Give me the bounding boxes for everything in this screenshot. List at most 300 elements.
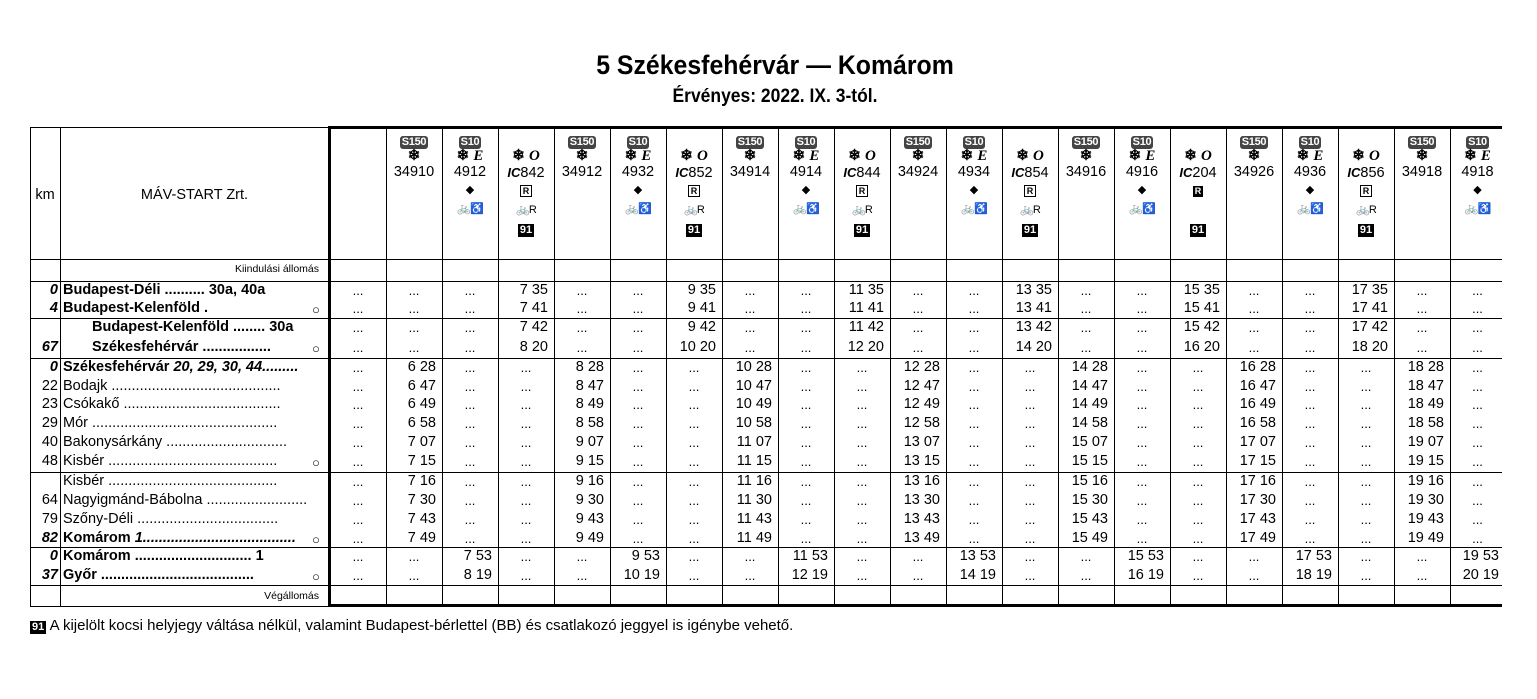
time-cell: ... — [800, 416, 812, 431]
time-cell: ... — [1360, 379, 1372, 394]
time-cell: ... — [1024, 397, 1036, 412]
time-cell: 11 15 — [736, 453, 772, 469]
time-cell: ... — [968, 340, 980, 355]
time-cell: ... — [1192, 435, 1204, 450]
row-station — [63, 434, 312, 451]
time-cell: ... — [800, 493, 812, 508]
time-cell: ... — [1472, 435, 1483, 450]
snowflake-icon: ❄ — [848, 147, 861, 164]
time-cell: ... — [1024, 360, 1036, 375]
time-cell: 9 49 — [575, 530, 604, 546]
time-cell: ... — [912, 340, 924, 355]
operator-header: MÁV-START Zrt. — [140, 187, 249, 203]
time-cell: ... — [632, 416, 644, 431]
train-number: 4916 — [1125, 164, 1159, 180]
time-cell: ... — [688, 435, 700, 450]
time-cell: ... — [688, 416, 700, 431]
time-cell: ... — [520, 531, 532, 546]
train-header — [554, 132, 610, 235]
time-cell: ... — [800, 283, 812, 298]
time-cell: 13 30 — [903, 492, 940, 508]
time-cell: ... — [520, 512, 532, 527]
time-cell: 12 20 — [847, 339, 884, 355]
bicycle-wheelchair-icon: 🚲♿ — [961, 203, 987, 215]
time-cell: 11 53 — [792, 548, 828, 564]
snowflake-icon: ❄ — [743, 147, 757, 164]
time-cell: ... — [632, 531, 644, 546]
time-cell: 13 16 — [903, 473, 940, 489]
time-cell: 11 41 — [848, 300, 884, 316]
time-cell: ... — [1304, 493, 1316, 508]
snowflake-icon: ❄ — [1184, 147, 1197, 164]
timetable — [30, 127, 1502, 607]
station-name: Kisbér .......................................... — [63, 473, 278, 489]
time-cell: ... — [464, 340, 476, 355]
time-cell: ... — [1136, 435, 1148, 450]
time-cell: 16 20 — [1183, 339, 1220, 355]
footnote-text: A kijelölt kocsi helyjegy váltása nélkül, valamint Budapest-bérlettel (BB) és csatlakozó jeggyel is igénybe vehető. — [49, 617, 794, 634]
ic-prefix: IC — [507, 165, 521, 180]
time-cell: 15 42 — [1183, 319, 1220, 335]
train-number: 4932 — [621, 164, 655, 180]
train-number: 34918 — [1401, 164, 1443, 180]
time-cell: 10 49 — [735, 396, 772, 412]
train-header — [1058, 132, 1114, 235]
time-cell: ... — [1304, 531, 1316, 546]
time-cell: ... — [1080, 568, 1092, 583]
row-km: 67 — [41, 339, 58, 355]
time-cell: ... — [688, 360, 700, 375]
time-cell: ... — [1192, 549, 1204, 564]
time-cell: ... — [576, 340, 588, 355]
left-border — [30, 127, 31, 607]
time-cell: ... — [1304, 340, 1316, 355]
time-cell: ... — [464, 379, 476, 394]
bicycle-wheelchair-icon: 🚲♿ — [793, 203, 819, 215]
bicycle-wheelchair-icon: 🚲♿ — [457, 203, 483, 215]
row-station — [63, 567, 312, 584]
row-station — [63, 511, 312, 528]
train-header — [442, 132, 498, 235]
time-cell: ... — [800, 474, 812, 489]
time-cell: ... — [632, 512, 644, 527]
time-cell: ... — [856, 568, 868, 583]
time-cell: ... — [1304, 454, 1316, 469]
time-cell: ... — [352, 379, 364, 394]
time-cell: ... — [464, 283, 476, 298]
time-cell: ... — [800, 397, 812, 412]
time-cell: ... — [520, 435, 532, 450]
time-cell: ... — [688, 568, 700, 583]
time-cell: ... — [632, 360, 644, 375]
time-cell: 9 07 — [575, 434, 604, 450]
station-connections: 1...................................... — [130, 530, 296, 546]
time-cell: ... — [1192, 568, 1204, 583]
time-cell: ... — [632, 454, 644, 469]
time-cell: ... — [1248, 283, 1260, 298]
time-cell: ... — [1304, 379, 1316, 394]
time-cell: ... — [1472, 512, 1483, 527]
time-cell: ... — [688, 549, 700, 564]
time-cell: 18 47 — [1407, 378, 1444, 394]
time-cell: ... — [352, 512, 364, 527]
time-cell: ... — [352, 320, 364, 335]
time-cell: 12 28 — [903, 359, 940, 375]
time-cell: ... — [1472, 340, 1483, 355]
service-badge: S10 — [628, 136, 648, 148]
bicycle-wheelchair-icon: 🚲♿ — [1297, 203, 1323, 215]
time-cell: ... — [352, 416, 364, 431]
time-cell: ... — [1248, 568, 1260, 583]
time-cell: ... — [800, 454, 812, 469]
time-cell: ... — [1192, 474, 1204, 489]
time-cell: 18 19 — [1295, 567, 1332, 583]
note-91-marker: 91 — [1359, 224, 1373, 236]
train-header — [1226, 132, 1282, 235]
time-cell: ... — [1024, 531, 1036, 546]
time-cell: ... — [1472, 474, 1483, 489]
train-number: 34914 — [729, 164, 771, 180]
snowflake-icon: ❄ — [911, 147, 925, 164]
time-cell: 9 53 — [631, 548, 660, 564]
time-cell: ... — [352, 435, 364, 450]
time-cell: ... — [1304, 435, 1316, 450]
time-cell: ... — [1024, 568, 1036, 583]
time-cell: ... — [576, 301, 588, 316]
time-cell: ... — [464, 320, 476, 335]
row-station — [63, 415, 312, 432]
time-cell: 8 47 — [575, 378, 604, 394]
train-number: 34912 — [561, 164, 603, 180]
time-cell: ... — [1360, 493, 1372, 508]
station-name: Budapest-Kelenföld . — [63, 300, 209, 316]
time-cell: 11 16 — [736, 473, 772, 489]
time-cell: ... — [408, 340, 420, 355]
time-cell: 17 30 — [1239, 492, 1276, 508]
time-cell: 8 28 — [575, 359, 604, 375]
time-cell: ... — [1024, 493, 1036, 508]
time-cell: 9 35 — [687, 282, 716, 298]
train-number: 204 — [1192, 165, 1217, 181]
train-header — [1002, 132, 1058, 236]
train-flag-letter: E — [1480, 148, 1491, 164]
time-cell: 12 49 — [903, 396, 940, 412]
time-cell: ... — [1304, 416, 1316, 431]
time-cell: ... — [1136, 531, 1148, 546]
page-subtitle: Érvényes: 2022. IX. 3-tól. — [672, 86, 878, 107]
time-cell: 18 58 — [1407, 415, 1444, 431]
train-flag-letter: O — [1368, 148, 1380, 164]
time-cell: ... — [1136, 416, 1148, 431]
time-cell: 13 15 — [903, 453, 940, 469]
time-cell: ... — [1472, 454, 1483, 469]
station-connections: 1 — [251, 548, 264, 564]
time-cell: ... — [1192, 512, 1204, 527]
time-cell: ... — [464, 531, 476, 546]
note-91-marker: 91 — [1023, 224, 1037, 236]
time-cell: ... — [1472, 397, 1483, 412]
time-cell: ... — [520, 454, 532, 469]
row-km: 48 — [41, 453, 58, 469]
time-cell: ... — [1416, 301, 1428, 316]
time-cell: ... — [800, 379, 812, 394]
time-cell: 9 16 — [575, 473, 604, 489]
station-name: Budapest-Déli .......... — [63, 282, 205, 298]
time-cell: ... — [800, 360, 812, 375]
time-cell: 17 43 — [1239, 511, 1276, 527]
row-station — [92, 339, 312, 356]
time-cell: ... — [1136, 474, 1148, 489]
time-cell: ... — [1192, 416, 1204, 431]
time-cell: 6 49 — [407, 396, 436, 412]
footnote-marker: 91 — [32, 621, 45, 633]
time-cell: ... — [856, 454, 868, 469]
snowflake-icon: ❄ — [1016, 147, 1029, 164]
time-cell: ... — [968, 493, 980, 508]
time-cell: ... — [744, 340, 756, 355]
time-cell: 18 49 — [1407, 396, 1444, 412]
time-cell: ... — [1304, 283, 1316, 298]
time-cell: ... — [1136, 397, 1148, 412]
service-badge: S10 — [460, 136, 480, 148]
train-header — [778, 132, 834, 235]
time-cell: ... — [464, 454, 476, 469]
time-cell: 19 15 — [1407, 453, 1444, 469]
time-cell: ... — [856, 435, 868, 450]
time-cell: ... — [520, 397, 532, 412]
time-cell: ... — [464, 301, 476, 316]
station-connections: 20, 29, 30, 44......... — [169, 359, 299, 375]
time-cell: 12 19 — [791, 567, 828, 583]
time-cell: ... — [632, 435, 644, 450]
train-header — [610, 132, 666, 235]
time-cell: 19 16 — [1407, 473, 1444, 489]
time-cell: ... — [1192, 531, 1204, 546]
time-cell: ... — [1080, 340, 1092, 355]
time-cell: ... — [1024, 512, 1036, 527]
time-cell: ... — [688, 512, 700, 527]
time-cell: 14 58 — [1071, 415, 1108, 431]
time-cell: 13 49 — [903, 530, 940, 546]
time-cell: 10 47 — [735, 378, 772, 394]
time-cell: 7 35 — [519, 282, 548, 298]
time-cell: 8 49 — [575, 396, 604, 412]
train-header — [834, 132, 890, 236]
ic-prefix: IC — [1011, 165, 1025, 180]
time-cell: ... — [1304, 474, 1316, 489]
row-station — [92, 319, 312, 336]
row-km: 37 — [41, 567, 58, 583]
train-header — [890, 132, 946, 235]
service-badge: S10 — [1132, 136, 1152, 148]
time-cell: ... — [1024, 454, 1036, 469]
train-flag-letter: E — [809, 148, 820, 164]
time-cell: ... — [1304, 360, 1316, 375]
time-cell: ... — [1472, 416, 1483, 431]
station-connections: 30a, 40a — [204, 282, 266, 298]
time-cell: 14 19 — [959, 567, 996, 583]
arrival-circle-icon: ○ — [312, 341, 320, 356]
reservation-icon: R — [688, 185, 701, 197]
station-name: Szőny-Déli ................................... — [63, 511, 279, 527]
time-cell: 7 07 — [407, 434, 436, 450]
time-cell: ... — [464, 474, 476, 489]
time-cell: ... — [800, 320, 812, 335]
time-cell: 16 47 — [1239, 378, 1276, 394]
time-cell: ... — [1360, 435, 1372, 450]
reservation-icon: R — [1024, 185, 1037, 197]
time-cell: ... — [1136, 512, 1148, 527]
train-header — [386, 132, 442, 235]
station-name: Mór .............................................. — [63, 415, 278, 431]
train-header — [1394, 132, 1450, 235]
time-cell: ... — [1416, 568, 1428, 583]
row-km: 0 — [49, 359, 58, 375]
time-cell: ... — [632, 283, 644, 298]
time-cell: ... — [464, 435, 476, 450]
time-cell: 15 49 — [1071, 530, 1108, 546]
time-cell: ... — [1136, 360, 1148, 375]
time-cell: ... — [800, 301, 812, 316]
time-cell: ... — [464, 512, 476, 527]
time-cell: ... — [1416, 549, 1428, 564]
train-flag-letter: O — [864, 148, 876, 164]
time-cell: 16 19 — [1127, 567, 1164, 583]
time-cell: 15 53 — [1127, 548, 1164, 564]
time-cell: 18 20 — [1351, 339, 1388, 355]
time-cell: ... — [352, 397, 364, 412]
time-cell: 15 07 — [1071, 434, 1108, 450]
diamond-icon: ◆ — [1305, 184, 1315, 196]
page-title: 5 Székesfehérvár — Komárom — [596, 50, 954, 80]
time-cell: 8 58 — [575, 415, 604, 431]
row-km: 40 — [41, 434, 58, 450]
time-cell: 10 58 — [735, 415, 772, 431]
time-cell: ... — [520, 568, 532, 583]
time-cell: ... — [856, 360, 868, 375]
time-cell: 13 35 — [1015, 282, 1052, 298]
note-91-marker: 91 — [1191, 224, 1205, 236]
time-cell: ... — [1024, 379, 1036, 394]
time-cell: 7 41 — [519, 300, 548, 316]
time-cell: 14 49 — [1071, 396, 1108, 412]
note-91-marker: 91 — [687, 224, 701, 236]
time-cell: ... — [968, 474, 980, 489]
time-cell: 13 43 — [903, 511, 940, 527]
train-number: 4914 — [789, 164, 823, 180]
snowflake-icon: ❄ — [1128, 147, 1142, 164]
station-name: Nagyigmánd-Bábolna ......................... — [63, 492, 308, 508]
time-cell: ... — [968, 435, 980, 450]
time-cell: ... — [520, 360, 532, 375]
time-cell: ... — [856, 549, 868, 564]
train-flag-letter: E — [1145, 148, 1156, 164]
time-cell: 11 42 — [848, 319, 884, 335]
time-cell: 17 42 — [1351, 319, 1388, 335]
time-cell: 13 42 — [1015, 319, 1052, 335]
row-station — [63, 396, 312, 413]
time-cell: ... — [800, 340, 812, 355]
time-cell: ... — [912, 320, 924, 335]
row-station — [63, 453, 312, 470]
time-cell: ... — [688, 531, 700, 546]
time-cell: 11 07 — [736, 434, 772, 450]
time-cell: ... — [688, 379, 700, 394]
time-cell: 13 53 — [959, 548, 996, 564]
ic-prefix: IC — [1179, 165, 1193, 180]
time-cell: ... — [968, 512, 980, 527]
time-cell: ... — [856, 531, 868, 546]
train-number: 4912 — [453, 164, 487, 180]
time-cell: 9 15 — [575, 453, 604, 469]
time-cell: ... — [1192, 493, 1204, 508]
train-number: 34924 — [897, 164, 939, 180]
time-cell: ... — [1360, 397, 1372, 412]
time-cell: ... — [464, 493, 476, 508]
time-cell: ... — [1248, 549, 1260, 564]
time-cell: ... — [576, 283, 588, 298]
time-cell: ... — [744, 301, 756, 316]
snowflake-icon: ❄ — [1352, 147, 1365, 164]
time-cell: ... — [744, 283, 756, 298]
time-cell: 13 41 — [1015, 300, 1052, 316]
time-cell: 11 43 — [736, 511, 772, 527]
time-cell: ... — [352, 340, 364, 355]
row-km: 82 — [41, 530, 58, 546]
time-cell: ... — [968, 397, 980, 412]
time-cell: ... — [1360, 512, 1372, 527]
time-cell: ... — [968, 531, 980, 546]
time-cell: ... — [1360, 454, 1372, 469]
time-cell: ... — [1024, 435, 1036, 450]
train-number: 34910 — [393, 164, 435, 180]
time-cell: ... — [632, 493, 644, 508]
service-badge: S150 — [905, 136, 931, 148]
train-flag-letter: O — [1032, 148, 1044, 164]
time-cell: ... — [520, 549, 532, 564]
time-cell: 6 47 — [407, 378, 436, 394]
train-number: 4934 — [957, 164, 991, 180]
arrival-circle-icon: ○ — [312, 569, 320, 584]
time-cell: ... — [1136, 301, 1148, 316]
time-cell: ... — [1080, 549, 1092, 564]
time-cell: ... — [632, 474, 644, 489]
diamond-icon: ◆ — [801, 184, 811, 196]
time-cell: ... — [1248, 301, 1260, 316]
time-cell: ... — [1416, 340, 1428, 355]
time-cell: ... — [1304, 397, 1316, 412]
arrival-circle-icon: ○ — [312, 302, 320, 317]
ic-prefix: IC — [675, 165, 689, 180]
time-cell: ... — [576, 549, 588, 564]
row-km: 0 — [49, 282, 58, 298]
time-cell: ... — [912, 549, 924, 564]
time-cell: ... — [1360, 474, 1372, 489]
station-name: Székesfehérvár ................. — [92, 339, 271, 355]
train-flag-letter: E — [473, 148, 484, 164]
bicycle-wheelchair-icon: 🚲♿ — [625, 203, 651, 215]
time-cell: 8 19 — [463, 567, 492, 583]
train-header — [722, 132, 778, 235]
snowflake-icon: ❄ — [1296, 147, 1310, 164]
time-cell: 11 49 — [736, 530, 772, 546]
time-cell: 12 47 — [903, 378, 940, 394]
time-cell: ... — [464, 397, 476, 412]
time-cell: ... — [352, 474, 364, 489]
time-cell: ... — [352, 360, 364, 375]
service-badge: S10 — [964, 136, 984, 148]
service-badge: S10 — [1468, 136, 1487, 148]
